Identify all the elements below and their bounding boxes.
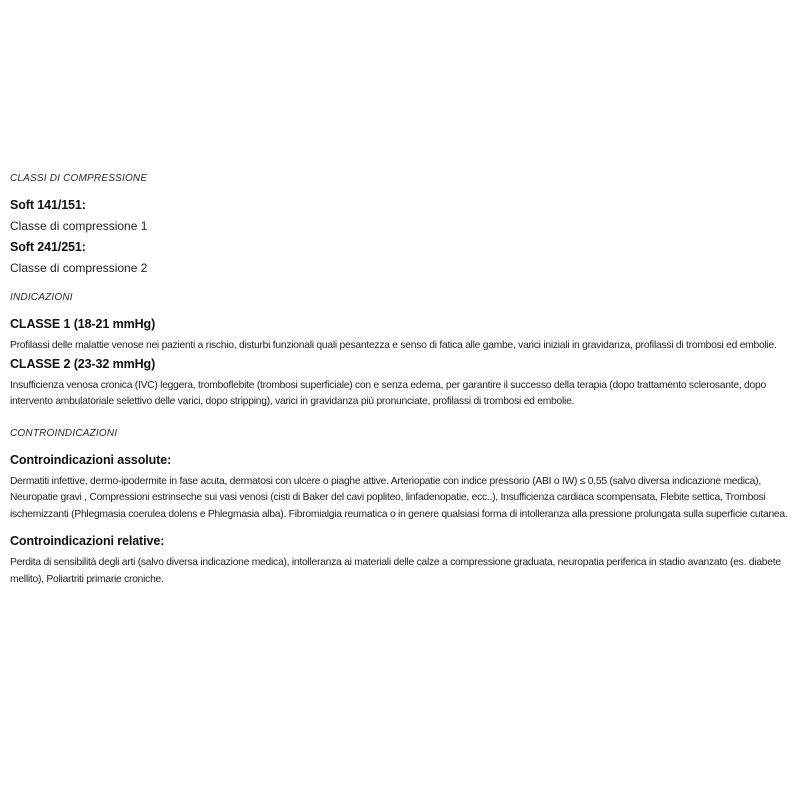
contraindication-description: Dermatiti infettive, dermo-ipodermite in fase acuta, dermatosi con ulcere o piaghe attive. Arteriopatie con indice pressorio (ABI o IW) ≤ 0,55 (salvo diversa indicazione medica), Neuropatie gravi , Compressioni estrinseche sui vasi venosi (cisti di Baker del cavi popliteo, linfadenopatie, ecc..), Insufficienza cardiaca scompensata, Flebite settica, Trombosi ischemizzanti (Phlegmasia coerulea dolens e Phlegmasia alba). Fibromialgia reumatica o in genere qualsiasi forma di intolleranza alla pressione prolungata sulla superficie cutanea. [10,475,788,520]
section-indications [10,291,792,411]
section-heading-indications: INDICAZIONI [10,292,73,303]
contraindication-type-label: Controindicazioni relative: [10,534,165,548]
indication-class-description: Profilassi delle malattie venose nei pazienti a rischio, disturbi funzionali quali pesantezza e senso di fatica alle gambe, varici iniziali in gravidanza, profilassi di trombosi ed embolie. [10,340,777,351]
contraindication-description: Perdita di sensibilità degli arti (salvo diversa indicazione medica), intolleranza ai materiali delle calze a compressione graduata, neuropatia periferica in stadio avanzato (es. diabete mellito), Poliartriti primarie croniche. [10,557,781,585]
indication-class-description: Insufficienza venosa cronica (IVC) leggera, tromboflebite (trombosi superficiale) con e senza edema, per garantire il successo della terapia (dopo trattamento sclerosante, dopo intervento ambulatoriale selettivo delle varici, dopo stripping), varici in gravidanza più pronunciate, profilassi di trombosi ed embolie. [10,379,766,407]
product-info-document [10,172,792,604]
section-heading-contraindications: CONTROINDICAZIONI [10,427,118,439]
product-variant-value: Classe di compressione 2 [10,261,148,275]
contraindication-type-label: Controindicazioni assolute: [10,452,172,467]
product-variant-value: Classe di compressione 1 [10,219,148,233]
product-variant-label: Soft 141/151: [10,198,86,212]
section-contraindications [10,427,792,589]
section-compression-classes [10,172,792,275]
section-heading-compression-classes: CLASSI DI COMPRESSIONE [10,173,148,184]
indication-class-label: CLASSE 2 (23-32 mmHg) [10,356,156,371]
product-variant-label: Soft 241/251: [10,240,86,254]
indication-class-label: CLASSE 1 (18-21 mmHg) [10,317,156,331]
